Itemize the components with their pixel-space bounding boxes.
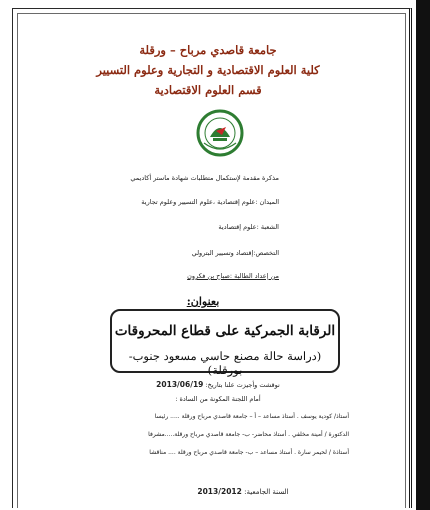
discussion-date: 2013/06/19 [156,380,204,389]
academic-year [163,487,323,496]
discussion-prefix: نوقشت وأجيزت علنا بتاريخ: [205,381,280,389]
discussion-line [93,380,343,389]
student-line: من إعداد الطالبة :صباح بن فكرون [187,272,279,280]
academic-year-label: السنة الجامعية: [244,488,289,496]
title-label: بعنوان: [186,295,220,308]
department-name: قسم العلوم الاقتصادية [154,83,262,97]
university-logo-icon [196,109,244,157]
jury-member-3: أستاذة / لحيمر سارة . أستاذ مساعد – ب- جامعة قاصدي مرباح ورقلة .... مناقشا [149,449,349,456]
jury-member-1: أستاذ/ كودية يوسف . أستاذ مساعد – أ – جامعة قاصدي مرباح ورقلة ..... رئيسا [154,413,349,420]
academic-year-value: 2013/2012 [197,487,242,496]
memo-line: مذكرة مقدمة لإستكمال متطلبات شهادة ماستر أكاديمي [130,174,279,182]
thesis-subtitle: (دراسة حالة مصنع حاسي مسعود جنوب- بورقلة) [128,349,322,377]
committee-line: أمام اللجنة المكونة من السادة : [175,395,261,403]
field-line: الميدان :علوم إقتصادية ،علوم التسيير وعلوم تجارية [141,198,279,206]
branch-line: الشعبة :علوم إقتصادية [218,223,279,231]
faculty-name: كلية العلوم الاقتصادية و التجارية وعلوم التسيير [96,63,320,77]
title-box [110,309,340,377]
jury-member-2: الدكتورة / أمينة مخلفي . أستاذ محاضر- ب- جامعة قاصدي مرباح ورقلة.....مشرفا [148,431,349,438]
thesis-title: الرقابة الجمركية على قطاع المحروقات [114,323,336,339]
document-page [12,8,412,508]
viewer-edge [416,0,430,510]
specialty-line: التخصص:إقتصاد وتسيير البترولي [191,249,279,257]
university-name: جامعة قاصدي مرباح – ورقلة [139,43,277,57]
